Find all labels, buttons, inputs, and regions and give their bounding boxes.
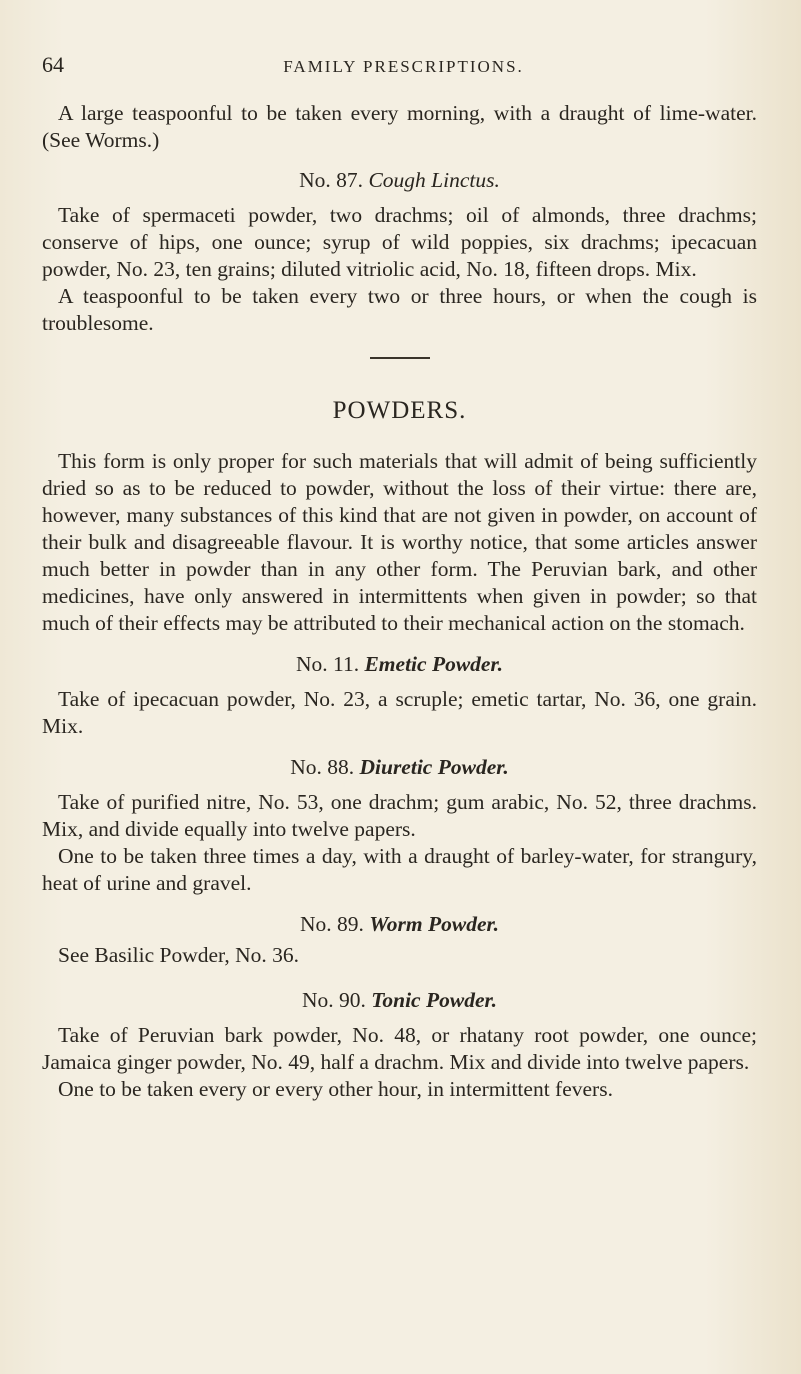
prescription-directions: One to be taken three times a day, with a draught of barley-water, for strangury, heat of urine and gravel.	[42, 844, 757, 895]
prescription-name: Worm Powder.	[369, 912, 500, 936]
prescription-directions: A teaspoonful to be taken every two or three hours, or when the cough is troublesome.	[42, 284, 757, 335]
prescription-body: Take of Peruvian bark powder, No. 48, or rhatany root powder, one ounce; Jamaica ginger powder, No. 49, half a drachm. Mix and divide into twelve papers.	[42, 1023, 757, 1074]
prescription-number: No. 90.	[301, 988, 366, 1012]
prescription-body: Take of purified nitre, No. 53, one drachm; gum arabic, No. 52, three drachms. Mix, and divide equally into twelve papers.	[42, 790, 757, 841]
page-number: 64	[42, 52, 64, 77]
prescription-body: Take of ipecacuan powder, No. 23, a scruple; emetic tartar, No. 36, one grain. Mix.	[42, 687, 757, 738]
prescription-number: No. 11.	[295, 652, 360, 676]
page-header	[42, 0, 757, 92]
section-heading: POWDERS.	[332, 397, 467, 424]
prescription-number: No. 87.	[299, 168, 364, 192]
running-head: FAMILY PRESCRIPTIONS.	[283, 57, 524, 76]
prescription-name: Cough Linctus.	[368, 168, 500, 192]
prescription-number: No. 89.	[299, 912, 364, 936]
prescription-body: Take of spermaceti powder, two drachms; oil of almonds, three drachms; conserve of hips, one ounce; syrup of wild poppies, six drachms; ipecacuan powder, No. 23, ten grains; diluted vitriolic acid, No. 18, fifteen drops. Mix.	[42, 203, 757, 281]
prescription-body: See Basilic Powder, No. 36.	[58, 943, 299, 967]
section-paragraph: This form is only proper for such materials that will admit of being sufficiently dried so as to be reduced to powder, without the loss of their virtue: there are, however, many substances of this kind that are not given in powder, on account of their bulk and disagreeable flavour. It is worthy notice, that some articles answer much better in powder than in any other form. The Peruvian bark, and other medicines, have only answered in intermittents when given in powder; so that much of their effects may be attributed to their mechanical action on the stomach.	[42, 449, 757, 635]
section-divider	[370, 357, 430, 359]
prescription-directions: One to be taken every or every other hour, in intermittent fevers.	[58, 1077, 613, 1101]
intro-paragraph: A large teaspoonful to be taken every morning, with a draught of lime-water. (See Worms.)	[42, 101, 757, 152]
prescription-name: Emetic Powder.	[364, 652, 504, 676]
prescription-title-11	[42, 651, 757, 678]
prescription-number: No. 88.	[290, 755, 355, 779]
prescription-title-88	[42, 754, 757, 781]
prescription-title-89	[42, 911, 757, 938]
prescription-name: Diuretic Powder.	[359, 755, 509, 779]
prescription-title-90	[42, 987, 757, 1014]
prescription-title-87	[42, 167, 757, 194]
prescription-name: Tonic Powder.	[371, 988, 498, 1012]
